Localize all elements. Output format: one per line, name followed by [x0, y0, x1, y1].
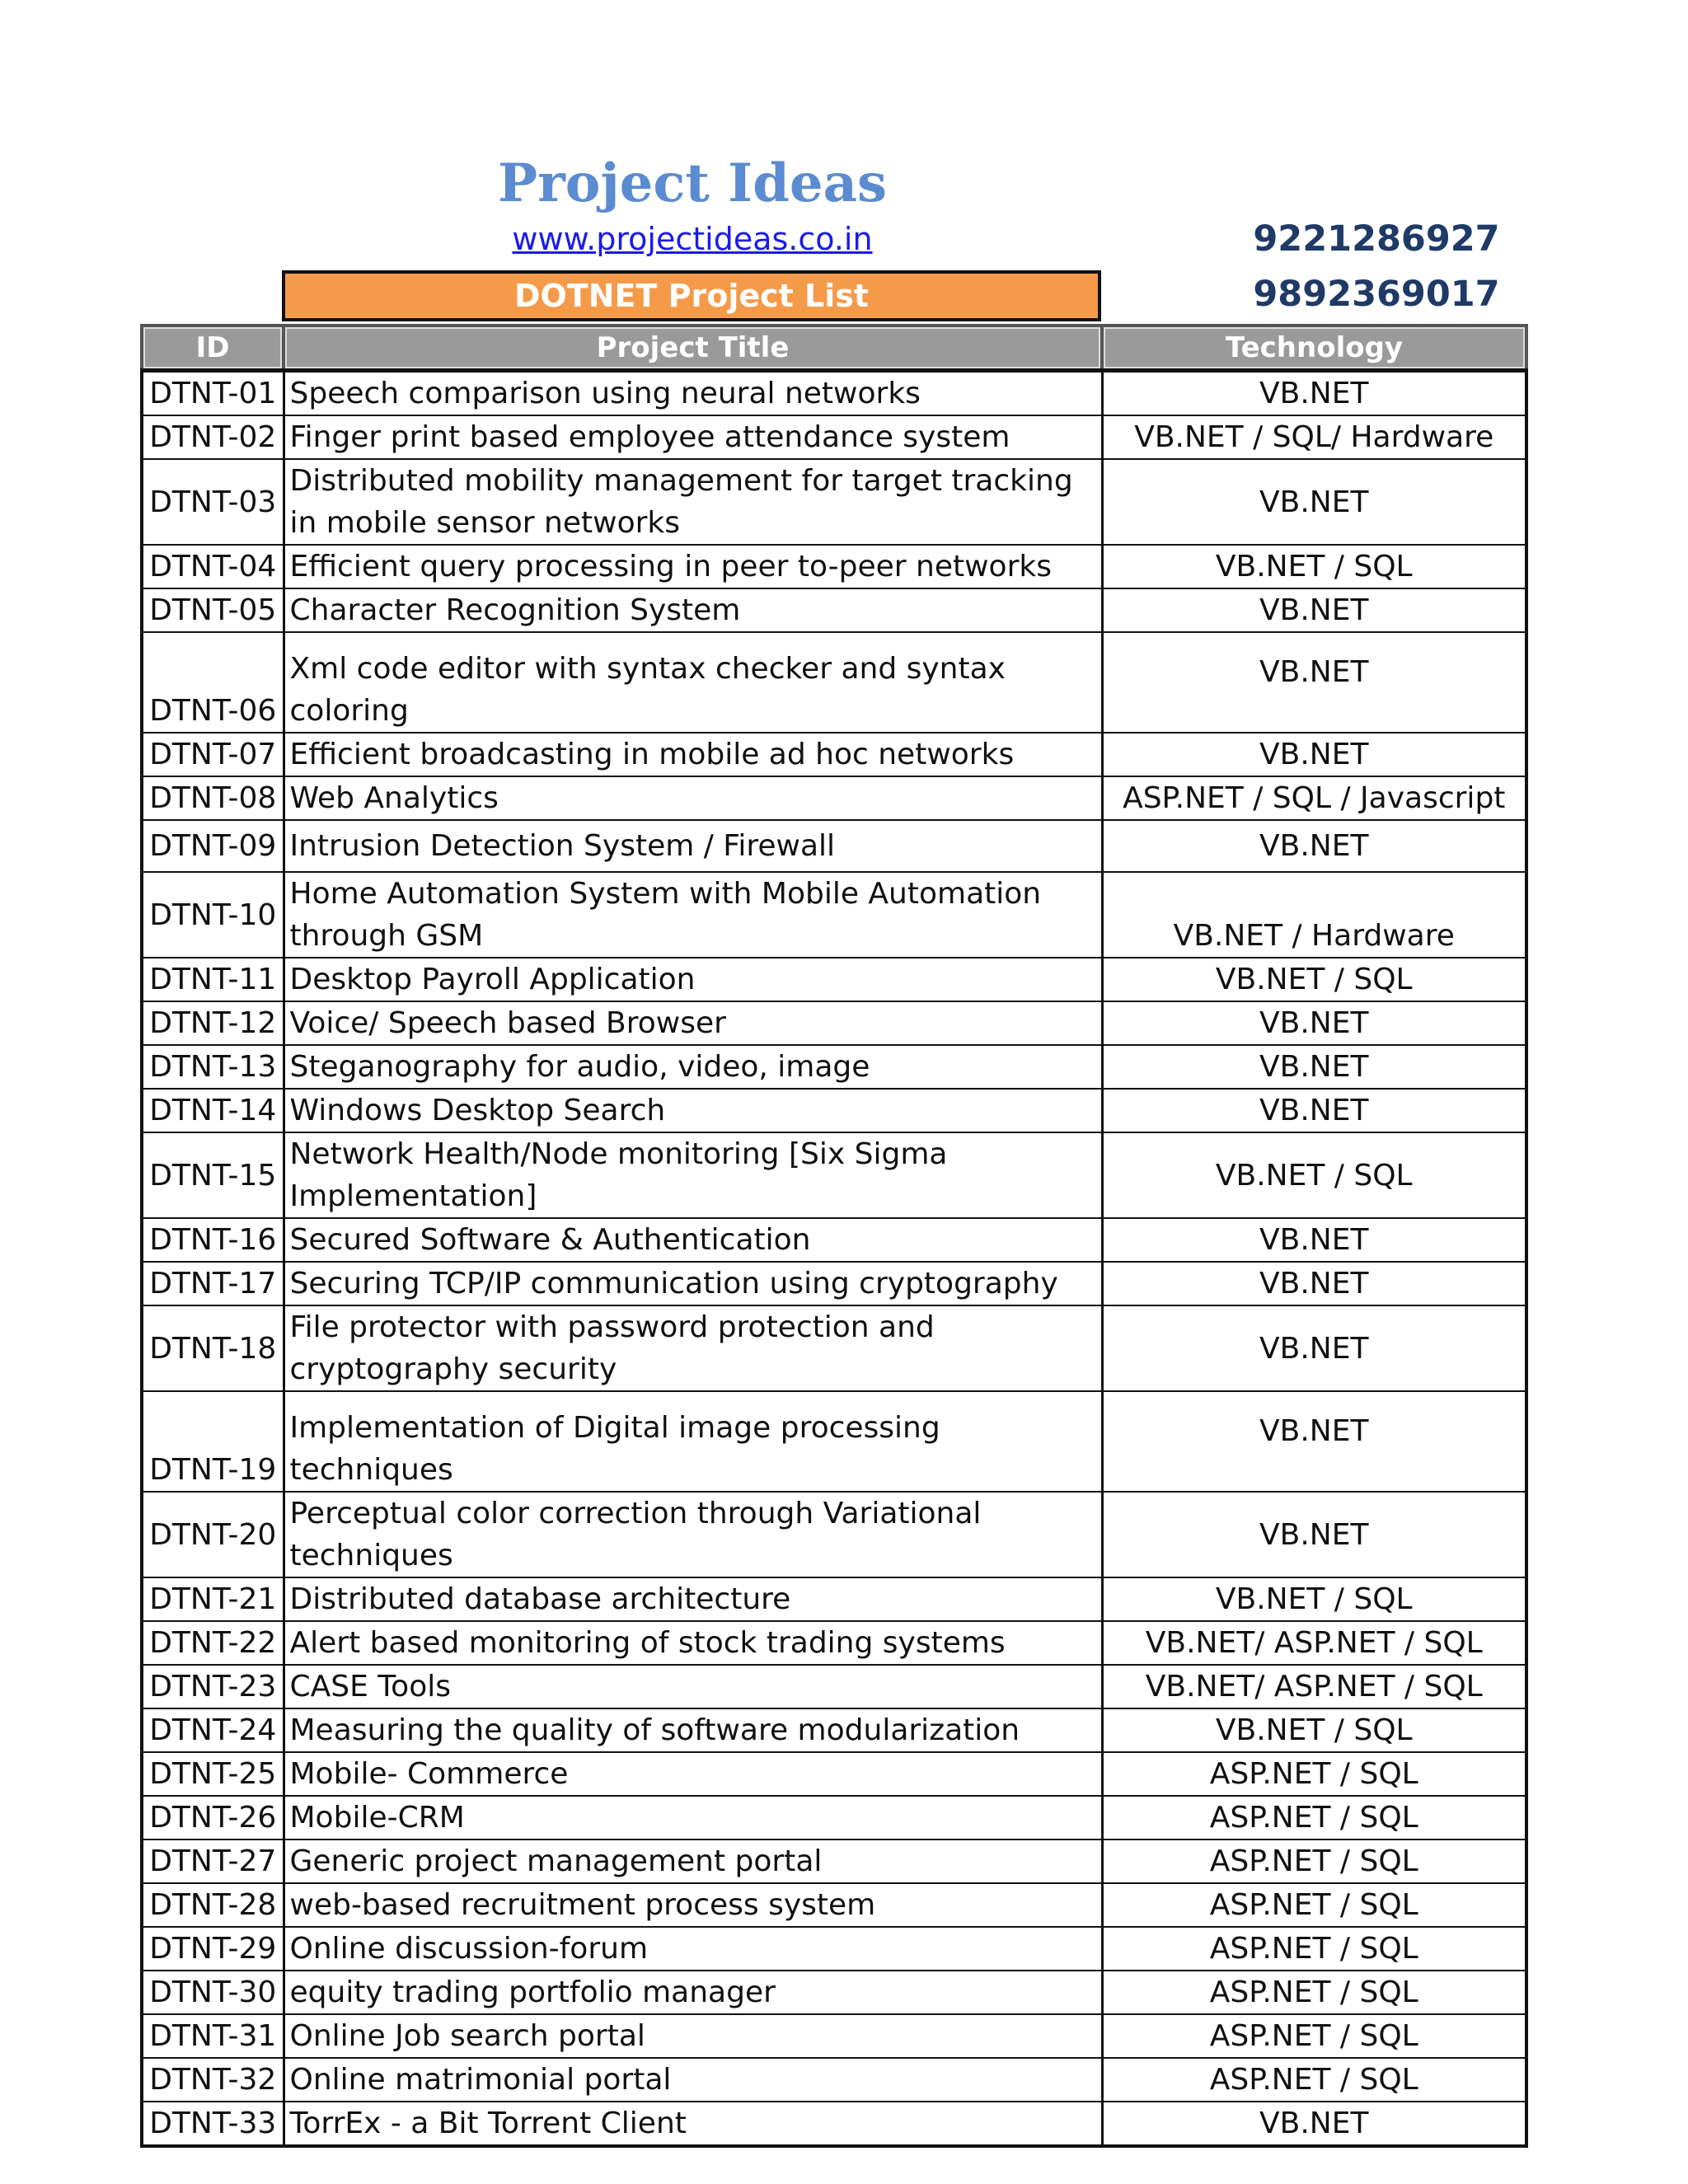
project-table	[140, 324, 1528, 2148]
row-title-cell: Voice/ Speech based Browser	[284, 1001, 1102, 1045]
row-title-cell: Windows Desktop Search	[284, 1089, 1102, 1132]
row-id-cell: DTNT-04	[142, 545, 284, 588]
row-technology-cell: VB.NET	[1102, 459, 1526, 545]
table-body	[142, 371, 1526, 2147]
table-row	[142, 2058, 1526, 2102]
row-id-cell: DTNT-29	[142, 1927, 284, 1971]
column-header-technology: Technology	[1102, 326, 1526, 371]
row-id-cell: DTNT-32	[142, 2058, 284, 2102]
table-row	[142, 1305, 1526, 1391]
row-id-cell: DTNT-23	[142, 1665, 284, 1708]
row-title-cell: Speech comparison using neural networks	[284, 371, 1102, 416]
row-technology-cell: ASP.NET / SQL	[1102, 1840, 1526, 1883]
row-technology-cell: ASP.NET / SQL	[1102, 2058, 1526, 2102]
row-technology-cell: ASP.NET / SQL	[1102, 1971, 1526, 2014]
table-row	[142, 1089, 1526, 1132]
row-title-cell: Network Health/Node monitoring [Six Sigma Implementation]	[284, 1132, 1102, 1218]
row-title-cell: Efficient broadcasting in mobile ad hoc networks	[284, 733, 1102, 776]
row-title-cell: Distributed database architecture	[284, 1577, 1102, 1621]
table-row	[142, 1883, 1526, 1927]
row-id-cell: DTNT-09	[142, 820, 284, 872]
row-id-cell: DTNT-22	[142, 1621, 284, 1665]
table-row	[142, 1045, 1526, 1089]
row-id-cell: DTNT-02	[142, 415, 284, 459]
row-technology-cell: VB.NET / SQL/ Hardware	[1102, 415, 1526, 459]
row-id-cell: DTNT-01	[142, 371, 284, 416]
row-title-cell: Steganography for audio, video, image	[284, 1045, 1102, 1089]
row-title-cell: CASE Tools	[284, 1665, 1102, 1708]
row-title-cell: Character Recognition System	[284, 588, 1102, 632]
row-technology-cell: VB.NET/ ASP.NET / SQL	[1102, 1621, 1526, 1665]
row-technology-cell: ASP.NET / SQL	[1102, 1752, 1526, 1796]
table-row	[142, 776, 1526, 820]
row-title-cell: Generic project management portal	[284, 1840, 1102, 1883]
row-title-cell: Finger print based employee attendance system	[284, 415, 1102, 459]
phone-number-1: 9221286927	[1253, 218, 1500, 260]
row-title-cell: Desktop Payroll Application	[284, 958, 1102, 1001]
row-title-cell: Online discussion-forum	[284, 1927, 1102, 1971]
row-title-cell: web-based recruitment process system	[284, 1883, 1102, 1927]
row-title-cell: Home Automation System with Mobile Automation through GSM	[284, 872, 1102, 958]
row-id-cell: DTNT-24	[142, 1708, 284, 1752]
list-banner: DOTNET Project List	[282, 270, 1101, 321]
row-technology-cell: VB.NET / SQL	[1102, 545, 1526, 588]
row-title-cell: Intrusion Detection System / Firewall	[284, 820, 1102, 872]
row-id-cell: DTNT-08	[142, 776, 284, 820]
row-id-cell: DTNT-20	[142, 1492, 284, 1577]
table-row	[142, 1796, 1526, 1840]
row-id-cell: DTNT-13	[142, 1045, 284, 1089]
row-id-cell: DTNT-31	[142, 2014, 284, 2058]
row-title-cell: Mobile- Commerce	[284, 1752, 1102, 1796]
table-row	[142, 1708, 1526, 1752]
table-row	[142, 1391, 1526, 1492]
row-technology-cell: ASP.NET / SQL	[1102, 2014, 1526, 2058]
row-id-cell: DTNT-06	[142, 632, 284, 733]
table-row	[142, 371, 1526, 416]
row-id-cell: DTNT-26	[142, 1796, 284, 1840]
table-row	[142, 958, 1526, 1001]
row-id-cell: DTNT-11	[142, 958, 284, 1001]
row-title-cell: Measuring the quality of software modularization	[284, 1708, 1102, 1752]
table-row	[142, 415, 1526, 459]
row-technology-cell: VB.NET / SQL	[1102, 1577, 1526, 1621]
row-title-cell: TorrEx - a Bit Torrent Client	[284, 2102, 1102, 2146]
row-technology-cell: ASP.NET / SQL	[1102, 1927, 1526, 1971]
table-row	[142, 2102, 1526, 2146]
row-technology-cell: VB.NET / SQL	[1102, 1132, 1526, 1218]
table-row	[142, 1752, 1526, 1796]
table-row	[142, 588, 1526, 632]
row-id-cell: DTNT-30	[142, 1971, 284, 2014]
column-header-id: ID	[142, 326, 284, 371]
row-technology-cell: VB.NET	[1102, 1391, 1526, 1492]
row-id-cell: DTNT-07	[142, 733, 284, 776]
row-id-cell: DTNT-28	[142, 1883, 284, 1927]
row-technology-cell: VB.NET	[1102, 1045, 1526, 1089]
row-title-cell: Mobile-CRM	[284, 1796, 1102, 1840]
table-row	[142, 872, 1526, 958]
row-title-cell: Efficient query processing in peer to-peer networks	[284, 545, 1102, 588]
row-technology-cell: VB.NET	[1102, 1492, 1526, 1577]
website-link[interactable]: www.projectideas.co.in	[512, 221, 873, 257]
row-id-cell: DTNT-17	[142, 1262, 284, 1305]
row-technology-cell: VB.NET	[1102, 733, 1526, 776]
row-technology-cell: VB.NET	[1102, 1262, 1526, 1305]
row-technology-cell: VB.NET / SQL	[1102, 1708, 1526, 1752]
row-id-cell: DTNT-21	[142, 1577, 284, 1621]
row-technology-cell: VB.NET	[1102, 588, 1526, 632]
row-id-cell: DTNT-10	[142, 872, 284, 958]
row-title-cell: Online Job search portal	[284, 2014, 1102, 2058]
row-technology-cell: VB.NET	[1102, 2102, 1526, 2146]
table-row	[142, 632, 1526, 733]
row-technology-cell: VB.NET	[1102, 1089, 1526, 1132]
row-title-cell: Web Analytics	[284, 776, 1102, 820]
row-id-cell: DTNT-16	[142, 1218, 284, 1262]
table-row	[142, 1840, 1526, 1883]
row-technology-cell: VB.NET	[1102, 1001, 1526, 1045]
row-title-cell: Secured Software & Authentication	[284, 1218, 1102, 1262]
row-title-cell: Implementation of Digital image processing techniques	[284, 1391, 1102, 1492]
row-technology-cell: VB.NET/ ASP.NET / SQL	[1102, 1665, 1526, 1708]
row-id-cell: DTNT-18	[142, 1305, 284, 1391]
table-row	[142, 1218, 1526, 1262]
row-id-cell: DTNT-14	[142, 1089, 284, 1132]
table-row	[142, 1577, 1526, 1621]
row-technology-cell: VB.NET / SQL	[1102, 958, 1526, 1001]
row-title-cell: File protector with password protection and cryptography security	[284, 1305, 1102, 1391]
table-row	[142, 1001, 1526, 1045]
row-title-cell: Alert based monitoring of stock trading systems	[284, 1621, 1102, 1665]
row-title-cell: Securing TCP/IP communication using cryptography	[284, 1262, 1102, 1305]
row-technology-cell: VB.NET	[1102, 1218, 1526, 1262]
row-id-cell: DTNT-19	[142, 1391, 284, 1492]
row-title-cell: Xml code editor with syntax checker and syntax coloring	[284, 632, 1102, 733]
row-title-cell: Online matrimonial portal	[284, 2058, 1102, 2102]
table-row	[142, 1262, 1526, 1305]
page-title: Project Ideas	[497, 152, 888, 214]
row-title-cell: equity trading portfolio manager	[284, 1971, 1102, 2014]
row-technology-cell: ASP.NET / SQL / Javascript	[1102, 776, 1526, 820]
row-id-cell: DTNT-15	[142, 1132, 284, 1218]
table-row	[142, 1621, 1526, 1665]
row-id-cell: DTNT-05	[142, 588, 284, 632]
table-row	[142, 1132, 1526, 1218]
table-row	[142, 1492, 1526, 1577]
row-technology-cell: ASP.NET / SQL	[1102, 1883, 1526, 1927]
table-row	[142, 2014, 1526, 2058]
table-header-row	[142, 326, 1526, 371]
row-technology-cell: VB.NET / Hardware	[1102, 872, 1526, 958]
column-header-title: Project Title	[284, 326, 1102, 371]
row-id-cell: DTNT-03	[142, 459, 284, 545]
table-row	[142, 1665, 1526, 1708]
table-row	[142, 733, 1526, 776]
row-technology-cell: VB.NET	[1102, 632, 1526, 733]
table-row	[142, 1971, 1526, 2014]
row-technology-cell: VB.NET	[1102, 820, 1526, 872]
row-title-cell: Perceptual color correction through Variational techniques	[284, 1492, 1102, 1577]
row-technology-cell: ASP.NET / SQL	[1102, 1796, 1526, 1840]
row-id-cell: DTNT-25	[142, 1752, 284, 1796]
row-technology-cell: VB.NET	[1102, 371, 1526, 416]
row-id-cell: DTNT-33	[142, 2102, 284, 2146]
row-title-cell: Distributed mobility management for target tracking in mobile sensor networks	[284, 459, 1102, 545]
table-row	[142, 1927, 1526, 1971]
row-technology-cell: VB.NET	[1102, 1305, 1526, 1391]
row-id-cell: DTNT-27	[142, 1840, 284, 1883]
row-id-cell: DTNT-12	[142, 1001, 284, 1045]
table-row	[142, 545, 1526, 588]
table-row	[142, 459, 1526, 545]
phone-number-2: 9892369017	[1253, 274, 1500, 315]
table-row	[142, 820, 1526, 872]
